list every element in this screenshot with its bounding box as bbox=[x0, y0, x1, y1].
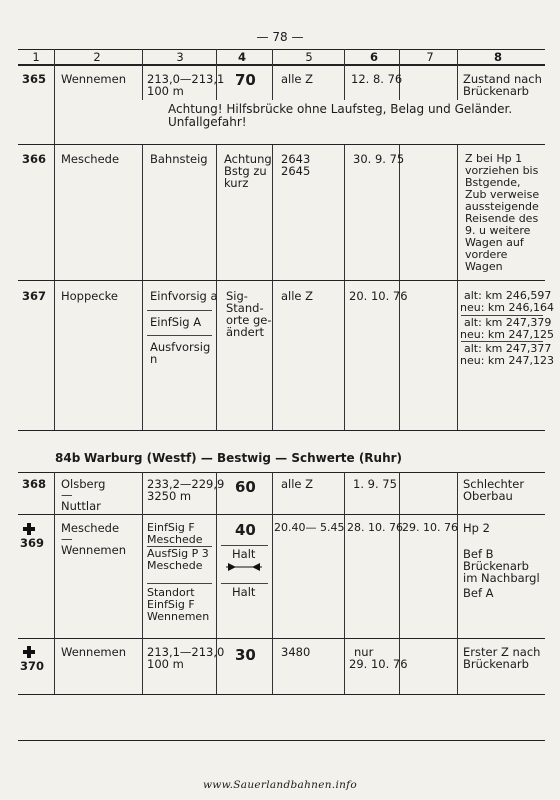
km-368-line1: 233,2—229,9 bbox=[147, 477, 225, 491]
remark-367-line4: neu: km 247,125 bbox=[460, 328, 554, 341]
col-header-4: 4 bbox=[237, 50, 246, 64]
location-368-line3: Nuttlar bbox=[61, 499, 101, 513]
remark-366-line7: 9. u weitere bbox=[465, 224, 531, 237]
page-number: — 78 — bbox=[256, 30, 304, 44]
remark-369-line5: Bef A bbox=[463, 586, 494, 600]
speed-370: 30 bbox=[235, 646, 256, 664]
col-divider bbox=[216, 472, 217, 694]
cell-separator bbox=[221, 583, 268, 584]
remark-366-line6: Reisende des bbox=[465, 212, 539, 225]
km-367-line1: Einfvorsig a bbox=[150, 289, 218, 303]
km-367-line2: EinfSig A bbox=[150, 315, 202, 329]
footer-url: www.Sauerlandbahnen.info bbox=[203, 779, 357, 791]
col-divider bbox=[457, 144, 458, 430]
col-divider bbox=[142, 472, 143, 694]
remark-369-line3: Brückenarb bbox=[463, 559, 529, 573]
col-divider bbox=[399, 144, 400, 430]
remark-368-line1: Schlechter bbox=[463, 477, 525, 491]
col-divider bbox=[142, 144, 143, 430]
speed-367-line1: Sig- bbox=[226, 289, 248, 303]
section-code: 84b bbox=[55, 451, 81, 465]
col-divider bbox=[344, 472, 345, 694]
remark-366-line4: Zub verweise bbox=[465, 188, 540, 201]
speed-367-line4: ändert bbox=[226, 325, 264, 339]
header-bottom-rule bbox=[18, 64, 545, 66]
km-369-line6: EinfSig F bbox=[147, 598, 195, 611]
col-divider bbox=[344, 144, 345, 430]
col-divider bbox=[457, 49, 458, 100]
date-370-line2: 29. 10. 76 bbox=[349, 657, 408, 671]
trains-367: alle Z bbox=[281, 289, 314, 303]
location-366: Meschede bbox=[61, 152, 120, 166]
location-369-line3: Wennemen bbox=[61, 543, 126, 557]
remark-368-line2: Oberbau bbox=[463, 489, 513, 503]
col-divider bbox=[272, 49, 273, 100]
km-369-line7: Wennemen bbox=[147, 610, 210, 623]
trains-366-line1: 2643 bbox=[281, 152, 311, 166]
row-number-365: 365 bbox=[22, 72, 47, 86]
remark-366-line3: Bstgende, bbox=[465, 176, 521, 189]
km-369-line5: Standort bbox=[147, 586, 195, 599]
trains-365: alle Z bbox=[281, 72, 314, 86]
section-title: Warburg (Westf) — Bestwig — Schwerte (Ruhr) bbox=[84, 451, 403, 465]
remark-367-line5: alt: km 247,377 bbox=[464, 342, 552, 355]
row-number-367: 367 bbox=[22, 289, 47, 303]
col-divider bbox=[216, 144, 217, 430]
row-rule bbox=[18, 638, 545, 639]
col-header-2: 2 bbox=[93, 50, 101, 64]
trains-368: alle Z bbox=[281, 477, 314, 491]
speed-368: 60 bbox=[235, 478, 256, 496]
row-number-370: 370 bbox=[20, 659, 45, 673]
remark-366-line2: vorziehen bis bbox=[465, 164, 539, 177]
date-370-line1: nur bbox=[354, 645, 374, 659]
remark-370-line1: Erster Z nach bbox=[463, 645, 541, 659]
row-number-369: 369 bbox=[20, 536, 45, 550]
km-365-line2: 100 m bbox=[147, 84, 184, 98]
col-header-3: 3 bbox=[176, 50, 184, 64]
row-rule bbox=[18, 514, 545, 515]
col-divider bbox=[272, 472, 273, 694]
remark-367-line6: neu: km 247,123 bbox=[460, 354, 554, 367]
halt-369-1: Halt bbox=[232, 547, 256, 561]
location-367: Hoppecke bbox=[61, 289, 119, 303]
km-370-line2: 100 m bbox=[147, 657, 184, 671]
col-header-5: 5 bbox=[305, 50, 313, 64]
date-365: 12. 8. 76 bbox=[351, 72, 403, 86]
remark-369-line1: Hp 2 bbox=[463, 521, 490, 535]
remark-369-line4: im Nachbargl bbox=[463, 571, 540, 585]
row-number-366: 366 bbox=[22, 152, 47, 166]
location-368-line2: — bbox=[61, 488, 73, 502]
trains-366-line2: 2645 bbox=[281, 164, 311, 178]
remark-365-line1: Zustand nach bbox=[463, 72, 542, 86]
warning-365-line1: Achtung! Hilfsbrücke ohne Laufsteg, Belag und Geländer. bbox=[168, 102, 513, 116]
signal-arrows-icon bbox=[226, 562, 262, 572]
halt-369-2: Halt bbox=[232, 585, 256, 599]
date-367: 20. 10. 76 bbox=[349, 289, 408, 303]
speed-366-line1: Achtung bbox=[224, 152, 272, 166]
speed-365: 70 bbox=[235, 71, 256, 89]
remark-370-line2: Brückenarb bbox=[463, 657, 529, 671]
km-368-line2: 3250 m bbox=[147, 489, 192, 503]
trains-370: 3480 bbox=[281, 645, 311, 659]
col-divider bbox=[457, 472, 458, 694]
km-366: Bahnsteig bbox=[150, 152, 208, 166]
date-369: 28. 10. 76 bbox=[347, 521, 403, 534]
remark-367-line2: neu: km 246,164 bbox=[460, 301, 554, 314]
cell-separator bbox=[147, 335, 212, 336]
location-368-line1: Olsberg bbox=[61, 477, 106, 491]
col-header-6: 6 bbox=[369, 50, 378, 64]
cell-separator bbox=[221, 545, 268, 546]
col-header-1: 1 bbox=[32, 50, 40, 64]
remark-366-line10: Wagen bbox=[465, 260, 503, 273]
col-divider bbox=[54, 472, 55, 694]
row-rule bbox=[18, 280, 545, 281]
row-number-368: 368 bbox=[22, 477, 47, 491]
remark-369-line2: Bef B bbox=[463, 547, 494, 561]
col-header-8: 8 bbox=[493, 50, 502, 64]
remark-366-line8: Wagen auf bbox=[465, 236, 524, 249]
col-divider bbox=[272, 144, 273, 430]
date-366: 30. 9. 75 bbox=[353, 152, 405, 166]
cell-separator bbox=[147, 310, 212, 311]
speed-369: 40 bbox=[235, 521, 256, 539]
col-divider bbox=[142, 49, 143, 100]
remark-366-line5: aussteigende bbox=[465, 200, 539, 213]
location-365: Wennemen bbox=[61, 72, 126, 86]
row-rule bbox=[18, 694, 545, 695]
speed-366-line3: kurz bbox=[224, 176, 249, 190]
cross-mark-icon bbox=[23, 523, 35, 535]
row-rule bbox=[18, 144, 545, 145]
km-367-line3: Ausfvorsig bbox=[150, 340, 211, 354]
km-365-line1: 213,0—213,1 bbox=[147, 72, 225, 86]
speed-367-line2: Stand- bbox=[226, 301, 264, 315]
col-divider bbox=[54, 49, 55, 430]
km-369-line3: AusfSig P 3 bbox=[147, 547, 209, 560]
trains-369: 20.40— 5.45 bbox=[274, 521, 345, 534]
cell-separator bbox=[147, 583, 212, 584]
km-369-line2: Meschede bbox=[147, 533, 203, 546]
km-369-line4: Meschede bbox=[147, 559, 203, 572]
remark-367-line1: alt: km 246,597 bbox=[464, 289, 552, 302]
row-rule bbox=[18, 430, 545, 431]
speed-366-line2: Bstg zu bbox=[224, 164, 267, 178]
until-369: 29. 10. 76 bbox=[402, 521, 458, 534]
row-rule bbox=[18, 472, 545, 473]
date-368: 1. 9. 75 bbox=[353, 477, 397, 491]
km-370-line1: 213,1—213,0 bbox=[147, 645, 225, 659]
speed-367-line3: orte ge- bbox=[226, 313, 272, 327]
remark-366-line9: vordere bbox=[465, 248, 508, 261]
km-369-line1: EinfSig F bbox=[147, 521, 195, 534]
col-header-7: 7 bbox=[426, 50, 434, 64]
location-369-line1: Meschede bbox=[61, 521, 120, 535]
remark-366-line1: Z bei Hp 1 bbox=[465, 152, 523, 165]
cross-mark-icon bbox=[23, 646, 35, 658]
remark-365-line2: Brückenarb bbox=[463, 84, 529, 98]
remark-367-line3: alt: km 247,379 bbox=[464, 316, 552, 329]
km-367-line4: n bbox=[150, 352, 158, 366]
location-370: Wennemen bbox=[61, 645, 126, 659]
col-divider bbox=[344, 49, 345, 100]
location-369-line2: — bbox=[61, 532, 73, 546]
warning-365-line2: Unfallgefahr! bbox=[168, 115, 247, 129]
page-bottom-rule bbox=[18, 740, 545, 741]
